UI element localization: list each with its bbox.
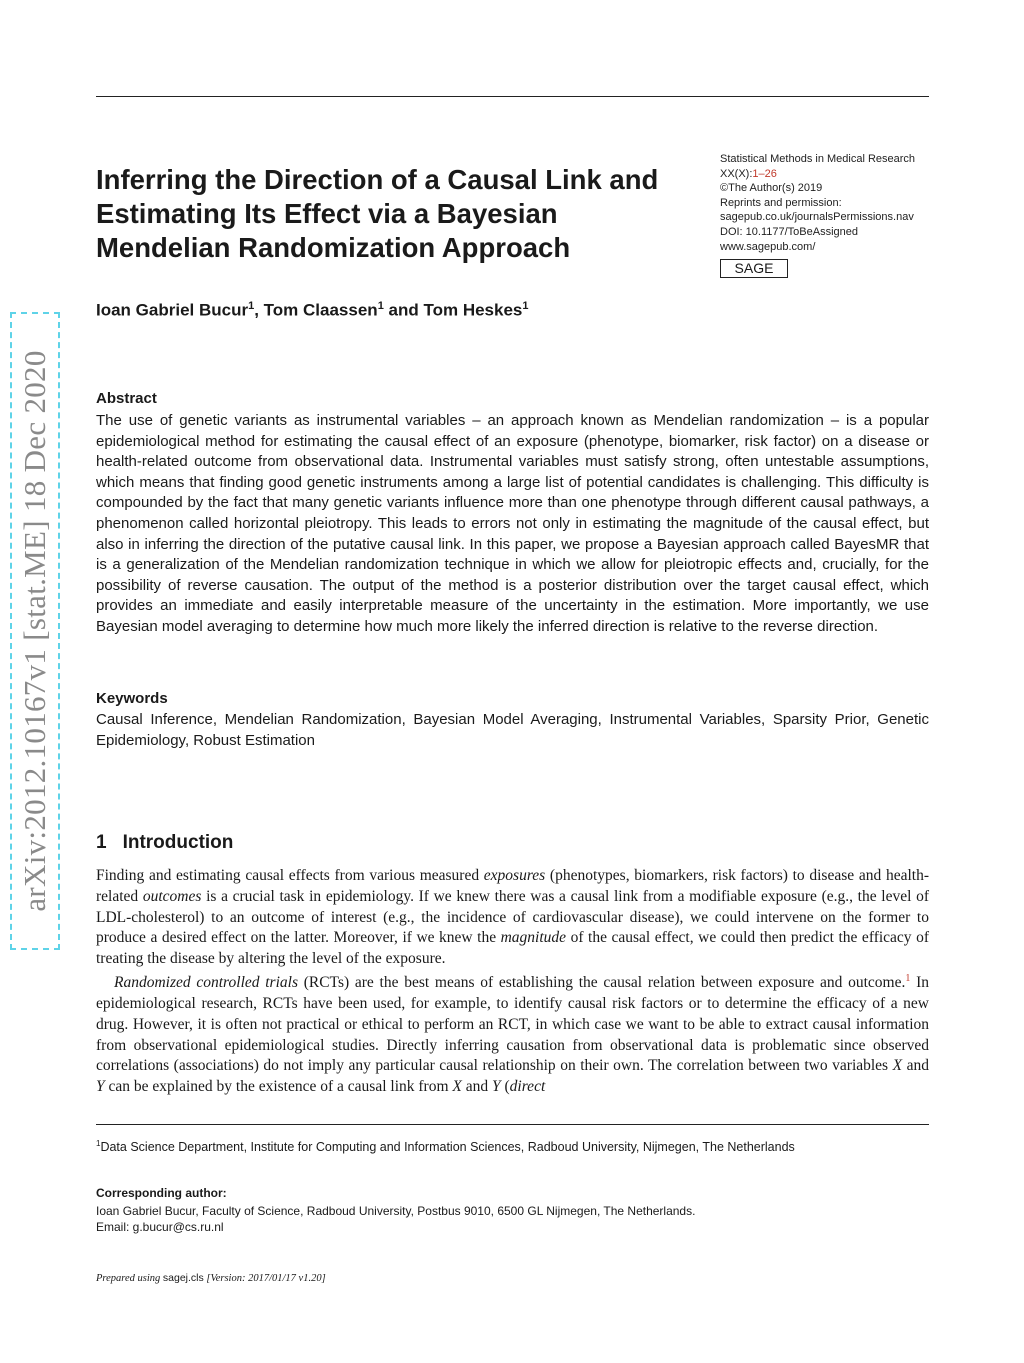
journal-volume: XX(X): [720, 167, 753, 180]
footnote-mark: 1 [96, 1139, 101, 1148]
affiliation-mark: 1 [377, 300, 384, 312]
emphasis: direct [509, 1078, 546, 1096]
affiliation-footnote [96, 1139, 795, 1154]
prepared-using-note: Prepared using sagej.cls [Version: 2017/01/17 v1.20] [96, 1272, 326, 1284]
footnote-text: Data Science Department, Institute for Computing and Information Sciences, Radboud University, Nijmegen, The Netherlands [100, 1140, 795, 1155]
reprints-label: Reprints and permission: [720, 196, 842, 209]
section-title: Introduction [122, 832, 234, 853]
corresponding-author-details [96, 1203, 695, 1235]
keywords-heading: Keywords [96, 690, 168, 707]
emphasis: Randomized controlled trials [114, 974, 298, 992]
emphasis: Y [492, 1078, 501, 1096]
corresponding-address: Ioan Gabriel Bucur, Faculty of Science, Radboud University, Postbus 9010, 6500 GL Nijmegen, The Netherlands. [96, 1204, 696, 1218]
section-heading-introduction [96, 832, 233, 854]
website-link[interactable]: www.sagepub.com/ [720, 240, 816, 253]
author-name: Tom Heskes [423, 300, 523, 320]
emphasis: exposures [483, 867, 546, 884]
section-number: 1 [96, 832, 107, 853]
corresponding-author-heading: Corresponding author: [96, 1186, 227, 1200]
arxiv-id: arXiv:2012.10167v1 [stat.ME] 18 Dec 2020 [17, 350, 52, 912]
emphasis: X [892, 1057, 903, 1075]
author-name: Tom Claassen [263, 300, 378, 320]
footnote-rule [96, 1124, 929, 1125]
author-name: Ioan Gabriel Bucur [96, 300, 249, 320]
emphasis: X [452, 1078, 462, 1096]
intro-paragraph-2: Randomized controlled trials (RCTs) are the best means of establishing the causal relation between exposure and outcome.$^1$ In epidemiological research, RCTs have been used, for example, to identify causal risk factors or to determine the efficacy of a new drug. However, it is often not practical or ethical to perform an RCT, in which case we want to be able to extract causal information from observational epidemiological studies. Directly inferring causation from observational data is problematic since observed correlations (associations) do not imply any particular causal relationship on their own. The correlation between two variables X and Y can be explained by the existence of a causal link from X and Y (direct [96, 973, 929, 1096]
affiliation-mark: 1 [248, 300, 255, 312]
copyright: ©The Author(s) 2019 [720, 182, 823, 195]
corresponding-email[interactable]: Email: g.bucur@cs.ru.nl [96, 1220, 224, 1234]
journal-pages[interactable]: 1–26 [752, 167, 777, 180]
top-rule [96, 96, 929, 97]
reference-link[interactable]: 1 [905, 973, 911, 984]
author-list: Ioan Gabriel Bucur$^1$, Tom Claassen$^1$ and Tom Heskes$^1$ [96, 300, 529, 320]
emphasis: outcomes [142, 887, 202, 905]
intro-paragraph-1: Finding and estimating causal effects from various measured exposures (phenotypes, biomarkers, risk factors) to disease and health-related outcomes is a crucial task in epidemiology. If we knew there was a causal link from a modifiable exposure (e.g., the level of LDL-cholesterol) to an outcome of interest (e.g., the incidence of cardiovascular disease), we could intervene on the former to produce a desired effect on the latter. Moreover, if we knew the magnitude of the causal effect, we could then predict the efficacy of treating the disease by altering the level of the exposure. [96, 867, 929, 968]
class-file: sagej.cls [162, 1272, 204, 1284]
doi: DOI: 10.1177/ToBeAssigned [720, 225, 858, 238]
arxiv-stamp [10, 312, 60, 950]
emphasis: magnitude [500, 929, 567, 947]
keywords-text: Causal Inference, Mendelian Randomization, Bayesian Model Averaging, Instrumental Variables, Sparsity Prior, Genetic Epidemiology, Robust Estimation [96, 711, 929, 749]
affiliation-mark: 1 [522, 300, 529, 312]
journal-name: Statistical Methods in Medical Research [720, 153, 916, 165]
paper-title: Inferring the Direction of a Causal Link and Estimating Its Effect via a Bayesian Mendelian Randomization Approach [96, 164, 659, 263]
abstract-text: The use of genetic variants as instrumental variables – an approach known as Mendelian randomization – is a popular epidemiological method for estimating the causal effect of an exposure (phenotype, biomarker, risk factor) on a disease or health-related outcome from observational data. Instrumental variables must satisfy strong, often untestable assumptions, which means that finding good genetic instruments among a large list of potential candidates is challenging. This difficulty is compounded by the fact that many genetic variants influence more than one phenotype through different causal pathways, a phenomenon called horizontal pleiotropy. This leads to errors not only in estimating the magnitude of the causal effect, but also in inferring the direction of the putative causal link. In this paper, we propose a Bayesian approach called BayesMR that is a generalization of the Mendelian randomization technique in which we allow for pleiotropic effects and, crucially, for the possibility of reverse causation. The output of the method is a posterior distribution over the target causal effect, which provides an immediate and easily interpretable measure of the uncertainty in the estimation. More importantly, we use Bayesian model averaging to determine how much more likely the inferred direction is relative to the reverse direction. [96, 412, 929, 635]
abstract-heading: Abstract [96, 390, 157, 407]
reprints-link[interactable]: sagepub.co.uk/journalsPermissions.nav [720, 211, 914, 224]
sage-logo: SAGE [720, 259, 788, 278]
emphasis: Y [96, 1078, 105, 1096]
journal-meta [720, 152, 940, 254]
